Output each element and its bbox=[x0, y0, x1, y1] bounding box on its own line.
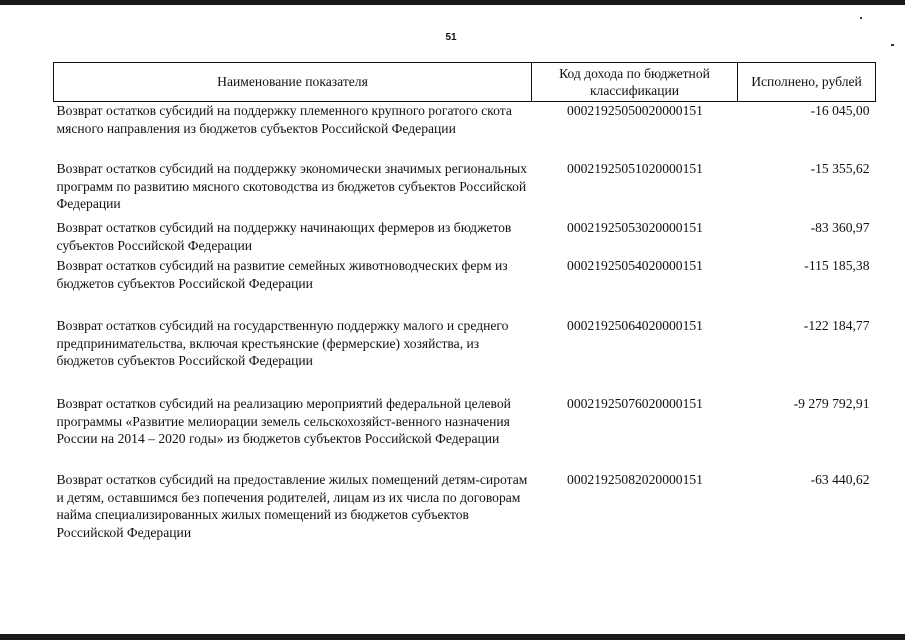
row-code-cell: 00021925076020000151 bbox=[567, 396, 703, 411]
table-row bbox=[54, 395, 876, 471]
row-amount-cell: -16 045,00 bbox=[810, 103, 870, 118]
row-amount-cell: -63 440,62 bbox=[810, 472, 870, 487]
row-name-cell: Возврат остатков субсидий на поддержку экономически значимых региональных программ по развитию мясного скотоводства из бюджетов субъектов Российской Федерации bbox=[56, 161, 528, 211]
header-indicator-name: Наименование показателя bbox=[54, 63, 532, 102]
table-row bbox=[54, 471, 876, 547]
header-executed-amount: Исполнено, рублей bbox=[738, 63, 876, 102]
row-amount-cell: -115 185,38 bbox=[804, 258, 870, 273]
row-code-cell: 00021925054020000151 bbox=[567, 258, 703, 273]
row-code-cell: 00021925064020000151 bbox=[567, 318, 703, 333]
table-header-row bbox=[54, 63, 876, 102]
table-row bbox=[54, 102, 876, 161]
table-row bbox=[54, 160, 876, 219]
row-name-cell: Возврат остатков субсидий на предоставление жилых помещений детям-сиротам и детям, оставшимся без попечения родителей, лицам из их числа по договорам найма специализированных жилых помещений из бюджетов субъектов Российской Федерации bbox=[56, 472, 528, 540]
row-name-cell: Возврат остатков субсидий на развитие семейных животноводческих ферм из бюджетов субъектов Российской Федерации bbox=[56, 258, 508, 291]
row-amount-cell: -83 360,97 bbox=[810, 220, 870, 235]
row-code-cell: 00021925051020000151 bbox=[567, 161, 703, 176]
row-code-cell: 00021925053020000151 bbox=[567, 220, 703, 235]
row-amount-cell: -9 279 792,91 bbox=[793, 396, 870, 411]
scan-speck bbox=[891, 44, 894, 46]
table-row bbox=[54, 317, 876, 395]
row-code-cell: 00021925082020000151 bbox=[567, 472, 703, 487]
revenue-table bbox=[53, 62, 876, 547]
row-name-cell: Возврат остатков субсидий на поддержку начинающих фермеров из бюджетов субъектов Российской Федерации bbox=[56, 220, 512, 253]
row-name-cell: Возврат остатков субсидий на реализацию мероприятий федеральной целевой программы «Развитие мелиорации земель сельскохозяйст-венного назначения России на 2014 – 2020 годы» из бюджетов субъектов Российской Федерации bbox=[56, 396, 511, 446]
row-amount-cell: -122 184,77 bbox=[803, 318, 870, 333]
scan-border-bottom bbox=[0, 634, 905, 640]
scan-border-top bbox=[0, 0, 905, 5]
row-amount-cell: -15 355,62 bbox=[810, 161, 870, 176]
row-name-cell: Возврат остатков субсидий на государственную поддержку малого и среднего предпринимательства, включая крестьянские (фермерские) хозяйства, из бюджетов субъектов Российской Федерации bbox=[56, 318, 509, 368]
row-name-cell: Возврат остатков субсидий на поддержку племенного крупного рогатого скота мясного направления из бюджетов субъектов Российской Федерации bbox=[56, 103, 512, 136]
table-row bbox=[54, 219, 876, 257]
row-code-cell: 00021925050020000151 bbox=[567, 103, 703, 118]
table-row bbox=[54, 257, 876, 317]
page-number: 51 bbox=[445, 32, 457, 43]
scan-speck bbox=[860, 17, 862, 19]
header-income-code: Код дохода по бюджетной классификации bbox=[532, 63, 738, 102]
